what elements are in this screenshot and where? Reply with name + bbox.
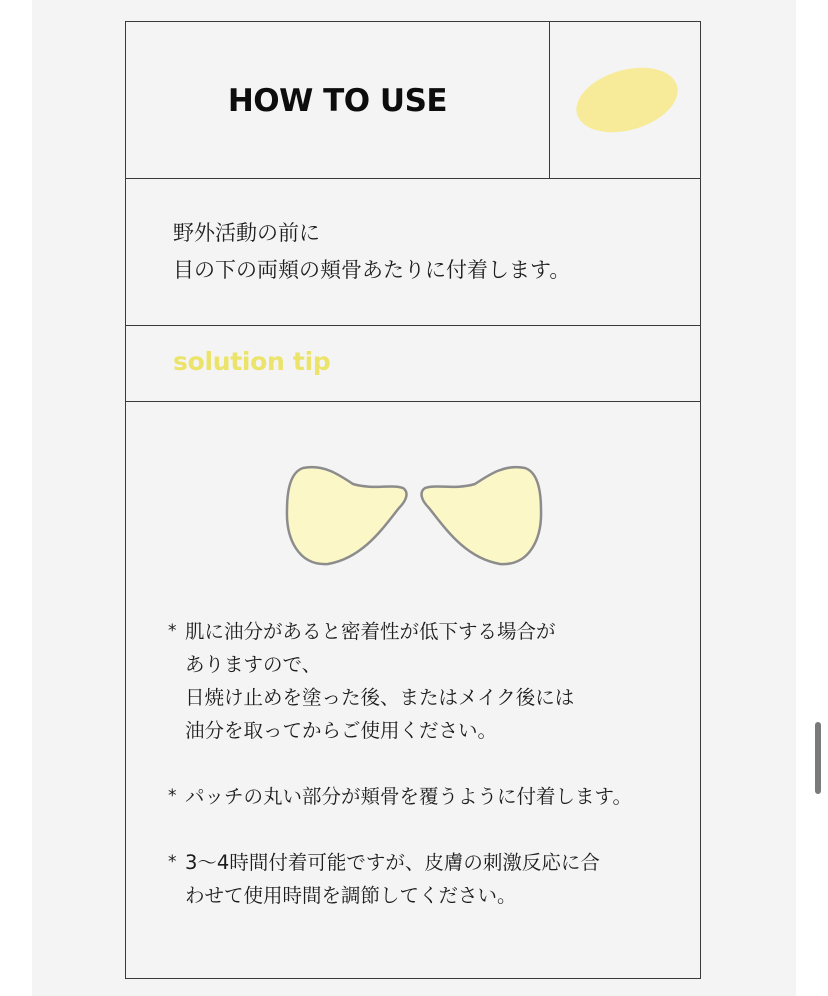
left-patch-shape [287,467,407,564]
asterisk-mark: * [168,852,177,872]
intro-line: 野外活動の前に [173,221,320,245]
patch-blob-icon [550,22,702,179]
tip-body-row [126,402,700,978]
intro-text [173,215,570,289]
note-line: 肌に油分があると密着性が低下する場合が [185,620,556,643]
solution-tip-label: solution tip [173,347,331,376]
usage-notes [168,615,632,945]
intro-row [126,179,700,326]
under-eye-patches-icon [283,460,545,590]
header-art [550,22,702,179]
header-row [126,22,700,179]
asterisk-mark: * [168,786,177,806]
note-line: ありますので、 [185,653,322,676]
tip-row [126,326,700,402]
note-item [168,780,632,813]
note-line: わせて使用時間を調節してください。 [185,884,517,907]
right-patch-shape [422,467,542,564]
note-line: 3〜4時間付着可能ですが、皮膚の刺激反応に合 [185,851,600,874]
note-line: 日焼け止めを塗った後、またはメイク後には [185,686,575,709]
scrollbar-thumb[interactable] [815,722,821,794]
section-title: HOW TO USE [227,82,448,119]
note-line: 油分を取ってからご使用ください。 [185,719,498,742]
note-item [168,846,632,912]
note-line: パッチの丸い部分が頬骨を覆うように付着します。 [185,785,632,808]
how-to-use-card [125,21,701,979]
asterisk-mark: * [168,621,177,641]
intro-line: 目の下の両頬の頬骨あたりに付着します。 [173,258,571,282]
note-item [168,615,632,747]
